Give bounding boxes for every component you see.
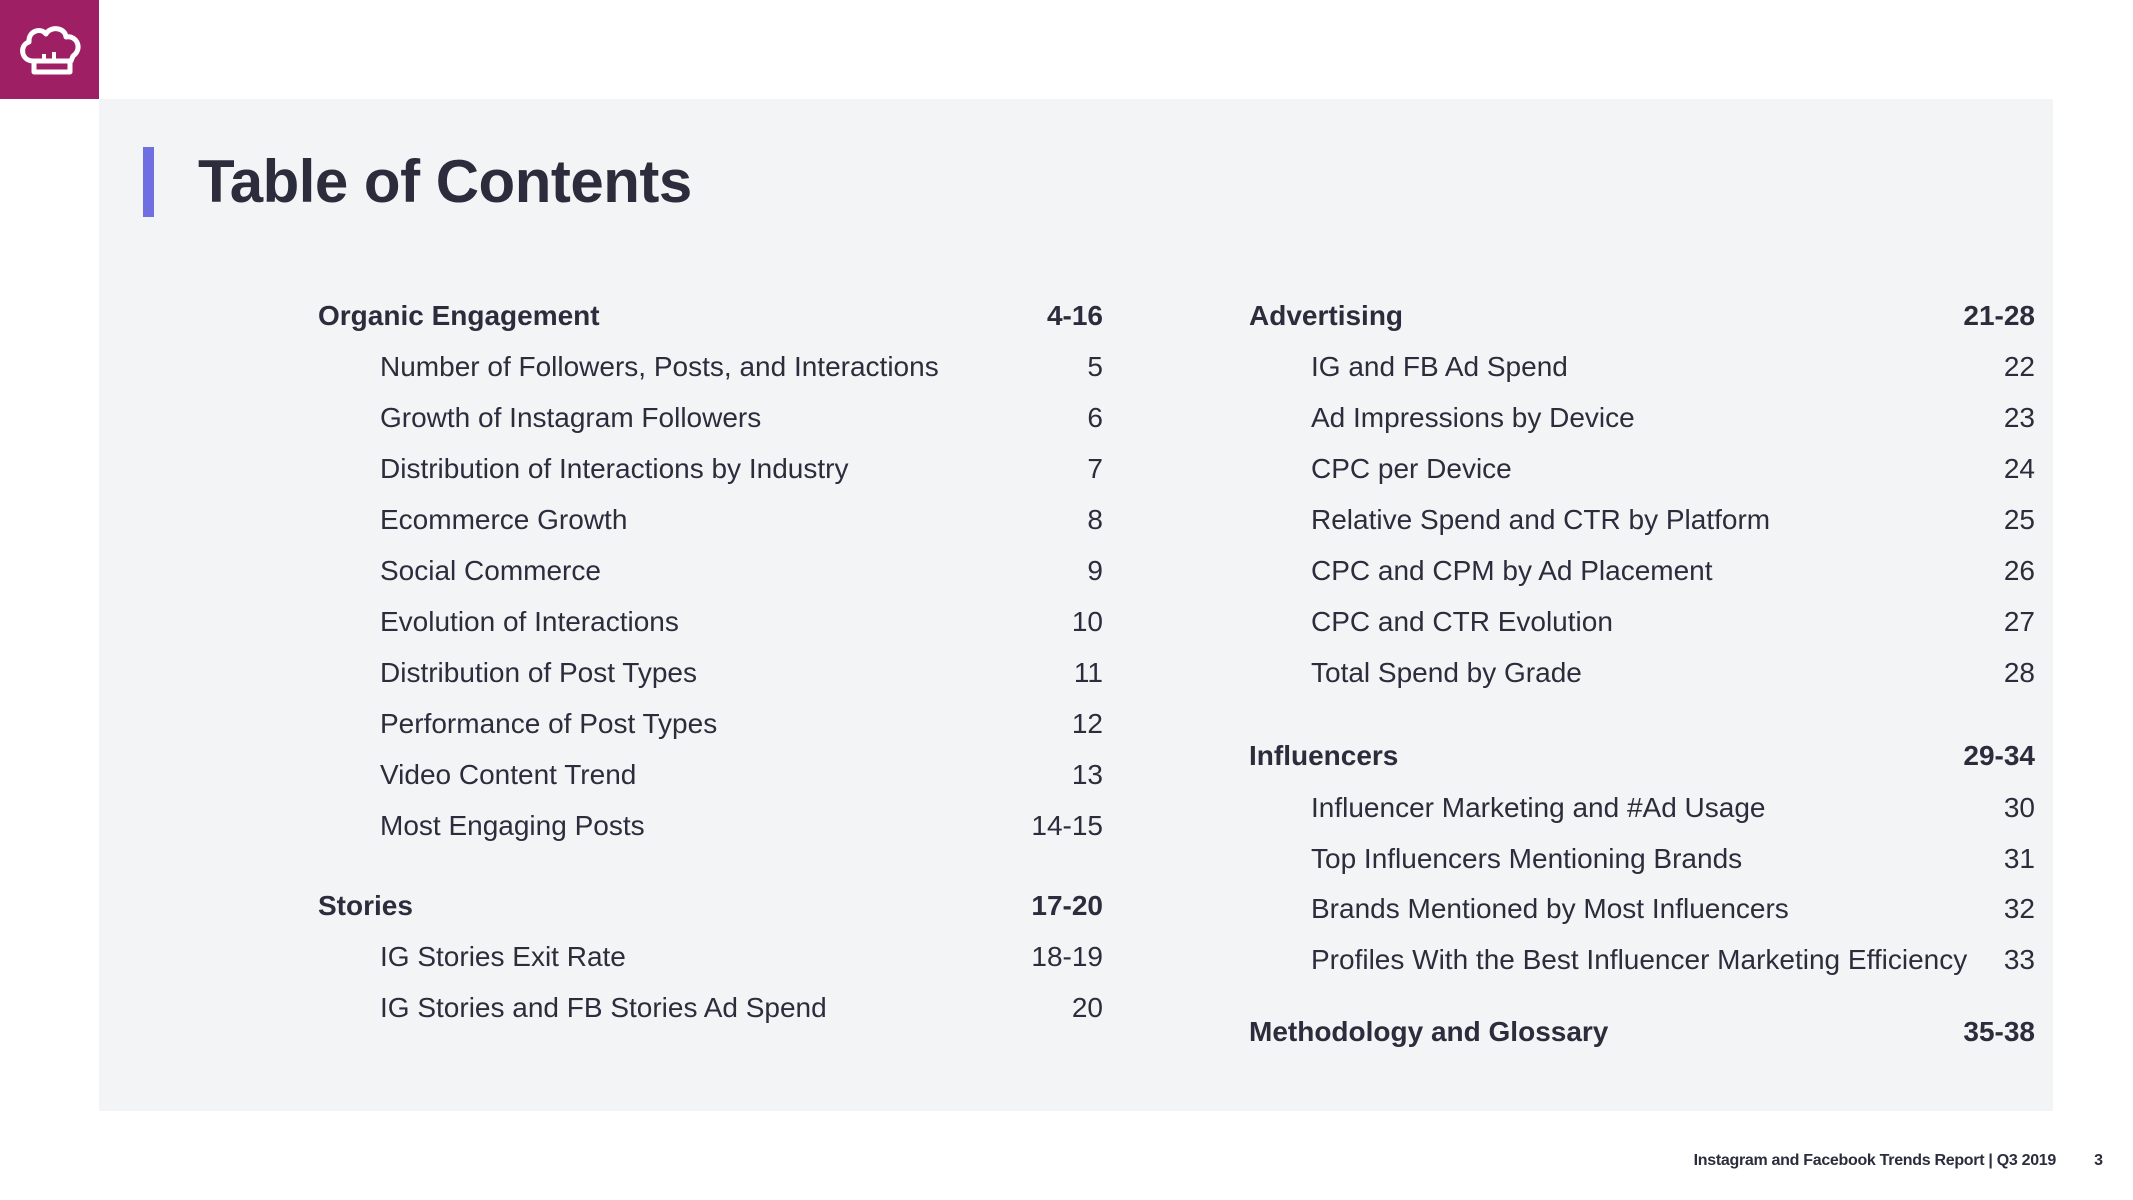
toc-entry-page: 20 — [1071, 992, 1103, 1023]
toc-entry-page: 6 — [1087, 402, 1103, 433]
toc-entry-page: 13 — [1071, 759, 1103, 790]
toc-entry-label: Distribution of Interactions by Industry — [380, 453, 849, 484]
toc-entry-label: CPC and CTR Evolution — [1311, 606, 1613, 637]
toc-entry-page: 30 — [2003, 792, 2035, 823]
toc-entry-label: IG and FB Ad Spend — [1311, 351, 1568, 382]
footer-report-title: Instagram and Facebook Trends Report | Q3 2019 — [1693, 1152, 2056, 1169]
toc-entry-label: Relative Spend and CTR by Platform — [1311, 504, 1771, 535]
logo — [0, 0, 99, 99]
footer-page-number: 3 — [2094, 1152, 2103, 1169]
chef-hat-icon — [15, 21, 85, 79]
toc-entry-page: 7 — [1087, 453, 1103, 484]
toc-entry[interactable] — [1249, 500, 2035, 540]
toc-entry-page: 33 — [2003, 944, 2035, 975]
toc-entry[interactable] — [318, 755, 1103, 795]
toc-entry-page: 23 — [2003, 402, 2035, 433]
toc-entry-page: 11 — [1073, 657, 1103, 688]
toc-entry[interactable] — [318, 937, 1103, 977]
toc-section-heading[interactable] — [1249, 1012, 2035, 1052]
toc-entry[interactable] — [318, 806, 1103, 846]
toc-entry[interactable] — [318, 500, 1103, 540]
toc-entry-label: Total Spend by Grade — [1311, 657, 1582, 688]
toc-entry-label: Ecommerce Growth — [380, 504, 628, 535]
toc-entry-page: 32 — [2003, 893, 2035, 924]
page-title: Table of Contents — [198, 148, 692, 215]
toc-entry-page: 31 — [2003, 843, 2035, 874]
toc-entry-label: Profiles With the Best Influencer Marketing Efficiency — [1311, 944, 1968, 975]
toc-entry-page: 21-28 — [1963, 300, 2035, 331]
toc-entry-label: Performance of Post Types — [380, 708, 718, 739]
toc-entry-page: 35-38 — [1963, 1016, 2035, 1047]
toc-entry-label: Ad Impressions by Device — [1311, 402, 1635, 433]
toc-entry[interactable] — [318, 988, 1103, 1028]
toc-entry[interactable] — [1249, 889, 2035, 929]
toc-entry-page: 27 — [2003, 606, 2035, 637]
toc-entry-page: 17-20 — [1031, 890, 1103, 921]
toc-entry-label: Distribution of Post Types — [380, 657, 697, 688]
toc-entry-label: CPC and CPM by Ad Placement — [1311, 555, 1713, 586]
toc-entry-label: Influencers — [1249, 740, 1399, 771]
toc-entry[interactable] — [1249, 551, 2035, 591]
toc-entry-label: Number of Followers, Posts, and Interactions — [380, 351, 939, 382]
toc-entry[interactable] — [1249, 940, 2035, 980]
toc-entry-label: IG Stories and FB Stories Ad Spend — [380, 992, 827, 1023]
toc-entry[interactable] — [318, 398, 1103, 438]
toc-entry-label: Video Content Trend — [380, 759, 637, 790]
toc-entry[interactable] — [318, 602, 1103, 642]
toc-entry-label: Advertising — [1249, 300, 1404, 331]
toc-section-heading[interactable] — [318, 296, 1103, 336]
toc-entry[interactable] — [1249, 839, 2035, 879]
toc-entry-page: 29-34 — [1963, 740, 2035, 771]
toc-entry-page: 24 — [2003, 453, 2035, 484]
toc-entry-label: Organic Engagement — [318, 300, 600, 331]
toc-entry[interactable] — [1249, 398, 2035, 438]
toc-entry-label: Influencer Marketing and #Ad Usage — [1311, 792, 1766, 823]
toc-entry[interactable] — [1249, 449, 2035, 489]
toc-entry-page: 22 — [2003, 351, 2035, 382]
toc-entry-page: 12 — [1071, 708, 1103, 739]
toc-entry-page: 26 — [2003, 555, 2035, 586]
toc-entry[interactable] — [1249, 347, 2035, 387]
toc-entry-label: Methodology and Glossary — [1249, 1016, 1609, 1047]
toc-entry-label: CPC per Device — [1311, 453, 1512, 484]
toc-section-heading[interactable] — [1249, 296, 2035, 336]
toc-entry-page: 4-16 — [1046, 300, 1103, 331]
toc-entry-label: Top Influencers Mentioning Brands — [1311, 843, 1743, 874]
toc-entry[interactable] — [1249, 653, 2035, 693]
toc-entry-page: 18-19 — [1031, 941, 1103, 972]
toc-entry-label: IG Stories Exit Rate — [380, 941, 626, 972]
title-accent-bar — [143, 147, 154, 217]
toc-entry[interactable] — [318, 347, 1103, 387]
toc-entry-label: Brands Mentioned by Most Influencers — [1311, 893, 1789, 924]
toc-entry[interactable] — [318, 653, 1103, 693]
toc-entry[interactable] — [318, 449, 1103, 489]
toc-entry-page: 10 — [1071, 606, 1103, 637]
toc-entry-label: Social Commerce — [380, 555, 601, 586]
toc-section-heading[interactable] — [1249, 736, 2035, 776]
toc-entry-page: 5 — [1087, 351, 1103, 382]
toc-entry-label: Stories — [318, 890, 413, 921]
toc-entry-label: Evolution of Interactions — [380, 606, 679, 637]
toc-entry-page: 25 — [2003, 504, 2035, 535]
toc-entry[interactable] — [1249, 602, 2035, 642]
toc-entry[interactable] — [318, 551, 1103, 591]
toc-entry-page: 8 — [1087, 504, 1103, 535]
toc-section-heading[interactable] — [318, 886, 1103, 926]
toc-entry[interactable] — [318, 704, 1103, 744]
toc-entry[interactable] — [1249, 788, 2035, 828]
toc-entry-page: 14-15 — [1031, 810, 1103, 841]
toc-entry-label: Most Engaging Posts — [380, 810, 645, 841]
content-panel — [99, 99, 2053, 1111]
toc-entry-page: 9 — [1087, 555, 1103, 586]
toc-entry-label: Growth of Instagram Followers — [380, 402, 762, 433]
toc-entry-page: 28 — [2003, 657, 2035, 688]
